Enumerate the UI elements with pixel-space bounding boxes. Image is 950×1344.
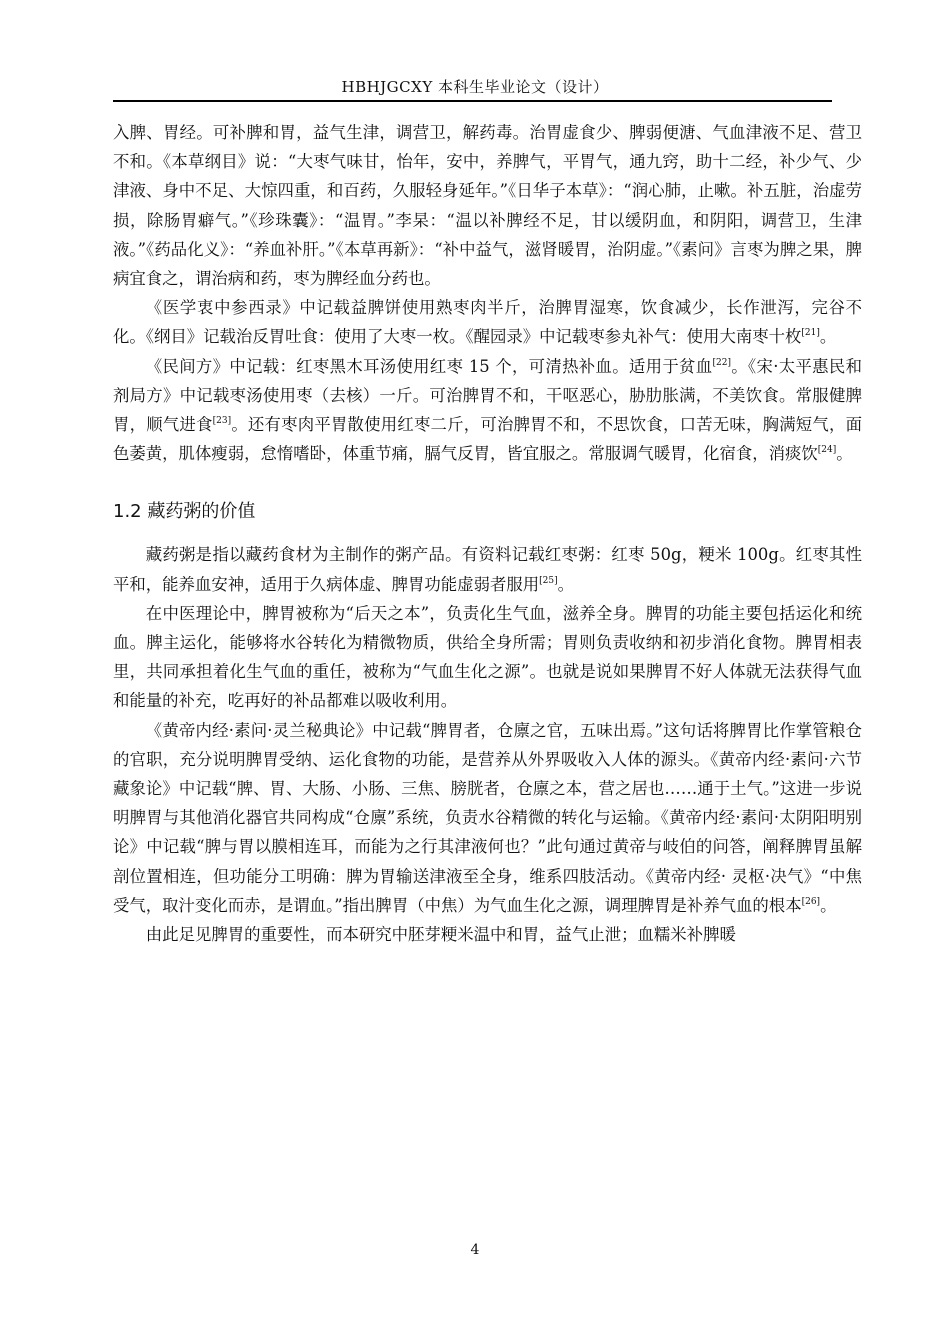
paragraph-group-bottom	[113, 540, 862, 949]
paragraph-text: 《医学衷中参西录》中记载益脾饼使用熟枣肉半斤，治脾胃湿寒，饮食减少，长作泄泻，完谷不化。《纲目》记载治反胃吐食：使用了大枣一枚。《醒园录》中记载枣参丸补气：使用大南枣十枚	[113, 298, 862, 347]
paragraph-text: 入脾、胃经。可补脾和胃，益气生津，调营卫，解药毒。治胃虚食少、脾弱便溏、气血津液不足、营卫不和。《本草纲目》说：“大枣气味甘，怡年，安中，养脾气，平胃气，通九窍，助十二经，补少气、少津液、身中不足、大惊四重，和百药，久服轻身延年。”《日华子本草》：“润心肺，止嗽。补五脏，治虚劳损，除肠胃癖气。”《珍珠囊》：“温胃。”李杲：“温以补脾经不足，甘以缓阴血，和阴阳，调营卫，生津液。”《药品化义》：“养血补肝。”《本草再新》：“补中益气，滋肾暖胃，治阴虚。”《素问》言枣为脾之果，脾病宜食之，谓治病和药，枣为脾经血分药也。	[113, 123, 862, 289]
section-heading	[113, 498, 862, 526]
paragraph	[113, 352, 862, 469]
header-rule	[113, 100, 832, 102]
citation-ref: [23]	[212, 416, 232, 427]
paragraph	[113, 599, 862, 716]
paragraph-text: 。	[836, 444, 853, 464]
paragraph-text: 由此足见脾胃的重要性，而本研究中胚芽粳米温中和胃，益气止泄；血糯米补脾暖	[145, 925, 736, 945]
paragraph-text: 。《宋·太平惠民和剂局方》中记载枣汤使用枣（去核）一斤。可治脾胃不和，干呕恶心，胁肋胀满，不美饮食。常服健脾胃，顺气进食	[113, 356, 862, 435]
paragraph-text: 《黄帝内经·素问·灵兰秘典论》中记载“脾胃者，仓廪之官，五味出焉。”这句话将脾胃比作掌管粮仓的官职，充分说明脾胃受纳、运化食物的功能，是营养从外界吸收入人体的源头。《黄帝内经·素问·六节藏象论》中记载“脾、胃、大肠、小肠、三焦、膀胱者，仓廪之本，营之居也……通于土气。”这进一步说明脾胃与其他消化器官共同构成“仓廪”系统，负责水谷精微的转化与运输。《黄帝内经·素问·太阴阳明别论》中记载“脾与胃以膜相连耳，而能为之行其津液何也？”此句通过黄帝与岐伯的问答，阐释脾胃虽解剖位置相连，但功能分工明确：脾为胃输送津液至全身，维系四肢活动。《黄帝内经· 灵枢·决气》“中焦受气，取汁变化而赤，是谓血。”指出脾胃（中焦）为气血生化之源，调理脾胃是补养气血的根本	[113, 720, 862, 915]
section-number: 1.2	[113, 501, 142, 523]
body-text	[113, 118, 862, 949]
paragraph	[113, 716, 862, 920]
paragraph	[113, 293, 862, 351]
paragraph	[113, 540, 862, 598]
paragraph-group-top	[113, 118, 862, 468]
paragraph	[113, 118, 862, 293]
paragraph-text: 。	[820, 895, 837, 915]
paragraph-text: 《民间方》中记载：红枣黑木耳汤使用红枣 15 个，可清热补血。适用于贫血	[145, 356, 713, 376]
page-number: 4	[470, 1242, 480, 1258]
paragraph-text: 。还有枣肉平胃散使用红枣二斤，可治脾胃不和，不思饮食，口苦无味，胸满短气，面色萎黄，肌体瘦弱，怠惰嗜卧，体重节痛，膈气反胃，皆宜服之。常服调气暖胃，化宿食，消痰饮	[113, 415, 863, 464]
citation-ref: [24]	[817, 445, 837, 456]
paragraph-text: 。	[819, 327, 837, 347]
running-header: HBHJGCXY 本科生毕业论文（设计）	[341, 78, 609, 96]
paragraph	[113, 920, 862, 949]
section-title: 藏药粥的价值	[147, 501, 256, 523]
paragraph-text: 藏药粥是指以藏药食材为主制作的粥产品。有资料记载红枣粥：红枣 50g，粳米 100g。红枣其性平和，能养血安神，适用于久病体虚、脾胃功能虚弱者服用	[113, 545, 862, 594]
citation-ref: [22]	[712, 357, 731, 368]
citation-ref: [26]	[801, 896, 821, 907]
paragraph-text: 。	[557, 574, 575, 594]
citation-ref: [25]	[539, 575, 558, 586]
citation-ref: [21]	[801, 328, 820, 339]
paragraph-text: 在中医理论中，脾胃被称为“后天之本”，负责化生气血，滋养全身。脾胃的功能主要包括运化和统血。脾主运化，能够将水谷转化为精微物质，供给全身所需；胃则负责收纳和初步消化食物。脾胃相表里，共同承担着化生气血的重任，被称为“气血生化之源”。也就是说如果脾胃不好人体就无法获得气血和能量的补充，吃再好的补品都难以吸收利用。	[113, 603, 862, 711]
